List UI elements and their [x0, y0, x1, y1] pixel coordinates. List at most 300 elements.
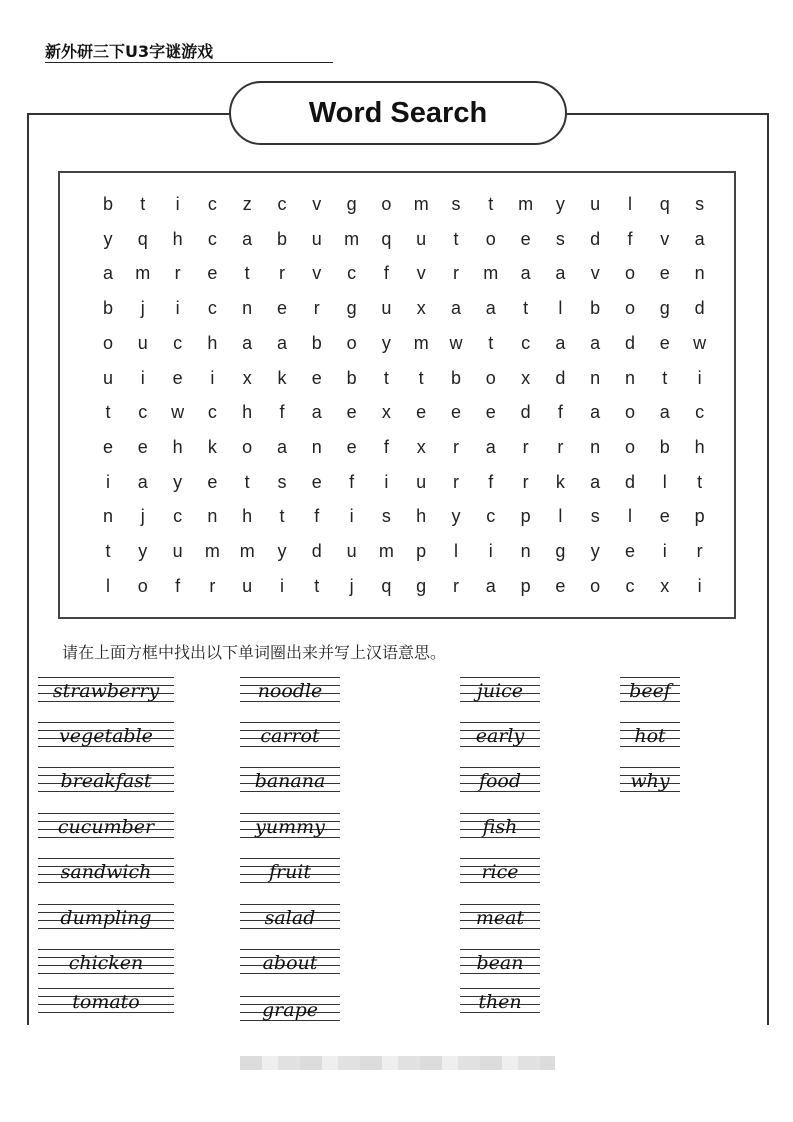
grid-letter[interactable]: r — [453, 436, 459, 457]
word-text: tomato — [72, 991, 140, 1013]
grid-letter[interactable]: a — [137, 471, 148, 492]
grid-letter[interactable]: a — [590, 471, 601, 492]
guide-line — [38, 813, 174, 814]
word-text: yummy — [255, 816, 325, 838]
grid-letter[interactable]: o — [346, 332, 357, 353]
guide-line — [38, 904, 174, 905]
grid-letter[interactable]: q — [137, 228, 148, 249]
grid-letter[interactable]: l — [662, 471, 667, 492]
grid-letter[interactable]: u — [137, 332, 148, 353]
guide-line — [460, 767, 540, 768]
word-text: rice — [481, 861, 519, 883]
grid-letter[interactable]: t — [244, 471, 250, 492]
word-text: vegetable — [59, 725, 153, 747]
grid-letter[interactable]: v — [312, 194, 322, 214]
word-entry — [240, 674, 340, 706]
guide-line — [240, 996, 340, 997]
word-entry — [240, 901, 340, 933]
guide-line — [620, 677, 680, 678]
grid-letter[interactable]: e — [137, 436, 148, 457]
word-entry — [460, 719, 540, 751]
grid-letter[interactable]: f — [383, 263, 389, 284]
grid-letter[interactable]: h — [416, 506, 427, 527]
grid-letter[interactable]: c — [347, 263, 357, 284]
grid-letter[interactable]: n — [311, 436, 322, 457]
grid-letter[interactable]: m — [378, 541, 394, 561]
grid-letter[interactable]: o — [242, 436, 253, 457]
grid-letter[interactable]: o — [485, 228, 496, 249]
grid-letter[interactable]: u — [242, 575, 253, 596]
word-text: hot — [634, 725, 666, 747]
grid-letter[interactable]: q — [659, 194, 670, 214]
grid-letter[interactable]: r — [279, 263, 285, 284]
grid-letter[interactable]: j — [349, 575, 354, 596]
guide-line — [38, 677, 174, 678]
grid-letter[interactable]: a — [485, 575, 496, 596]
word-text: grape — [262, 999, 318, 1021]
grid-letter[interactable]: t — [244, 263, 250, 284]
word-entry — [460, 764, 540, 796]
word-text: chicken — [68, 952, 144, 974]
grid-letter[interactable]: i — [140, 367, 145, 388]
grid-letter[interactable]: a — [485, 298, 496, 319]
word-text: then — [478, 991, 522, 1013]
grid-letter[interactable]: b — [659, 436, 670, 457]
word-entry — [38, 719, 174, 751]
grid-letter[interactable]: x — [416, 298, 426, 319]
grid-letter[interactable]: o — [624, 436, 635, 457]
grid-letter[interactable]: y — [277, 541, 287, 561]
grid-letter[interactable]: a — [520, 263, 531, 284]
grid-letter[interactable]: s — [277, 471, 287, 492]
grid-letter[interactable]: a — [590, 332, 601, 353]
grid-letter[interactable]: f — [349, 471, 355, 492]
grid-letter[interactable]: x — [660, 575, 670, 596]
grid-letter[interactable]: t — [488, 332, 494, 353]
grid-letter[interactable]: o — [102, 332, 113, 353]
grid-letter[interactable]: e — [346, 402, 357, 423]
grid-letter[interactable]: i — [280, 575, 284, 596]
page-header: 新外研三下U3字谜游戏 — [45, 42, 333, 63]
word-text: bean — [476, 952, 524, 974]
word-text: beef — [629, 680, 671, 702]
grid-letter[interactable]: p — [416, 541, 427, 561]
grid-letter[interactable]: r — [453, 575, 459, 596]
grid-letter[interactable]: w — [693, 332, 707, 353]
grid-letter[interactable]: g — [555, 541, 566, 561]
grid-letter[interactable]: t — [314, 575, 320, 596]
grid-letter[interactable]: c — [207, 194, 217, 214]
guide-line — [460, 858, 540, 859]
grid-letter[interactable]: a — [485, 436, 496, 457]
grid-letter[interactable]: a — [242, 332, 253, 353]
word-entry — [460, 674, 540, 706]
word-entry — [38, 810, 174, 842]
grid-letter[interactable]: c — [138, 402, 148, 423]
guide-line — [620, 722, 680, 723]
grid-letter[interactable]: c — [695, 402, 705, 423]
guide-line — [240, 813, 340, 814]
grid-letter[interactable]: o — [624, 298, 635, 319]
grid-letter[interactable]: d — [624, 332, 635, 353]
grid-letter[interactable]: a — [694, 228, 705, 249]
blurred-watermark — [240, 1056, 555, 1070]
grid-letter[interactable]: c — [173, 332, 183, 353]
word-text: breakfast — [60, 770, 152, 792]
word-text: carrot — [260, 725, 320, 747]
word-text: strawberry — [52, 680, 160, 702]
grid-letter[interactable]: y — [555, 194, 565, 214]
grid-letter[interactable]: f — [314, 506, 320, 527]
grid-letter[interactable]: c — [521, 332, 531, 353]
grid-letter[interactable]: o — [624, 402, 635, 423]
word-entry — [460, 855, 540, 887]
guide-line — [460, 949, 540, 950]
grid-letter[interactable]: e — [659, 506, 670, 527]
word-text: fruit — [268, 861, 312, 883]
grid-letter[interactable]: m — [483, 263, 499, 284]
grid-letter[interactable]: h — [242, 506, 253, 527]
grid-letter[interactable]: v — [590, 263, 600, 284]
grid-letter[interactable]: z — [242, 194, 252, 214]
word-entry — [240, 855, 340, 887]
grid-letter[interactable]: r — [557, 436, 564, 457]
grid-letter[interactable]: x — [242, 367, 252, 388]
word-text: juice — [476, 680, 524, 702]
grid-letter[interactable]: t — [453, 228, 459, 249]
grid-letter[interactable]: r — [522, 471, 529, 492]
word-entry — [38, 985, 174, 1017]
grid-letter[interactable]: m — [518, 194, 534, 214]
grid-letter[interactable]: c — [207, 228, 217, 249]
grid-letter[interactable]: r — [209, 575, 216, 596]
grid-letter[interactable]: j — [140, 506, 145, 527]
grid-letter[interactable]: m — [239, 541, 255, 561]
grid-letter[interactable]: h — [172, 436, 183, 457]
grid-letter[interactable]: y — [451, 506, 461, 527]
grid-letter[interactable]: n — [102, 506, 113, 527]
guide-line — [460, 813, 540, 814]
grid-letter[interactable]: r — [174, 263, 181, 284]
grid-letter[interactable]: v — [660, 228, 670, 249]
grid-letter[interactable]: l — [558, 506, 563, 527]
grid-letter[interactable]: d — [520, 402, 531, 423]
grid-letter[interactable]: u — [346, 541, 357, 561]
grid-letter[interactable]: u — [311, 228, 322, 249]
grid-letter[interactable]: d — [555, 367, 566, 388]
grid-letter[interactable]: s — [695, 194, 705, 214]
grid-letter[interactable]: e — [520, 228, 531, 249]
grid-letter[interactable]: d — [624, 471, 635, 492]
grid-letter[interactable]: q — [381, 575, 392, 596]
guide-line — [460, 722, 540, 723]
grid-letter[interactable]: o — [624, 263, 635, 284]
word-entry — [620, 719, 680, 751]
guide-line — [240, 677, 340, 678]
grid-letter[interactable]: h — [172, 228, 183, 249]
grid-letter[interactable]: b — [102, 298, 113, 319]
grid-letter[interactable]: x — [521, 367, 531, 388]
grid-letter[interactable]: l — [558, 298, 563, 319]
grid-letter[interactable]: c — [625, 575, 635, 596]
grid-letter[interactable]: n — [624, 367, 635, 388]
grid-letter[interactable]: v — [416, 263, 426, 284]
grid-letter[interactable]: e — [276, 298, 287, 319]
grid-letter[interactable]: m — [413, 194, 429, 214]
grid-letter[interactable]: t — [418, 367, 424, 388]
word-entry — [240, 719, 340, 751]
grid-letter[interactable]: o — [485, 367, 496, 388]
word-entry — [620, 674, 680, 706]
title-banner — [229, 81, 567, 145]
grid-letter[interactable]: a — [659, 402, 670, 423]
word-entry — [460, 946, 540, 978]
grid-letter[interactable]: f — [279, 402, 285, 423]
grid-letter[interactable]: g — [659, 298, 670, 319]
grid-letter[interactable]: u — [416, 228, 427, 249]
guide-line — [38, 988, 174, 989]
grid-letter[interactable]: b — [346, 367, 357, 388]
guide-line — [240, 858, 340, 859]
grid-letter[interactable]: f — [557, 402, 563, 423]
grid-letter[interactable]: i — [662, 541, 667, 561]
grid-letter[interactable]: f — [383, 436, 389, 457]
grid-letter[interactable]: e — [346, 436, 357, 457]
guide-line — [240, 949, 340, 950]
word-text: fish — [482, 816, 518, 838]
guide-line — [620, 767, 680, 768]
grid-letter[interactable]: k — [207, 436, 217, 457]
grid-letter[interactable]: p — [520, 506, 531, 527]
grid-letter[interactable]: u — [381, 298, 392, 319]
grid-letter[interactable]: n — [520, 541, 531, 561]
grid-letter[interactable]: i — [106, 471, 110, 492]
grid-letter[interactable]: b — [102, 194, 113, 214]
grid-letter[interactable]: a — [555, 263, 566, 284]
grid-letter[interactable]: x — [416, 436, 426, 457]
grid-letter[interactable]: b — [276, 228, 287, 249]
grid-letter[interactable]: t — [523, 298, 529, 319]
grid-letter[interactable]: y — [173, 471, 183, 492]
grid-letter[interactable]: e — [172, 367, 183, 388]
grid-letter[interactable]: e — [416, 402, 427, 423]
word-entry — [460, 985, 540, 1017]
instruction-text: 请在上面方框中找出以下单词圈出来并写上汉语意思。 — [62, 643, 447, 662]
grid-letter[interactable]: r — [522, 436, 529, 457]
grid-letter[interactable]: m — [204, 541, 220, 561]
grid-letter[interactable]: e — [311, 471, 322, 492]
word-text: meat — [475, 907, 525, 929]
grid-letter[interactable]: t — [662, 367, 668, 388]
grid-letter[interactable]: e — [659, 332, 670, 353]
word-text: food — [478, 770, 522, 792]
grid-letter[interactable]: m — [344, 228, 360, 249]
word-entry — [240, 993, 340, 1025]
grid-letter[interactable]: e — [311, 367, 322, 388]
grid-letter[interactable]: a — [311, 402, 322, 423]
grid-letter[interactable]: r — [453, 471, 459, 492]
grid-letter[interactable]: l — [106, 575, 110, 596]
grid-letter[interactable]: b — [590, 298, 601, 319]
grid-letter[interactable]: a — [276, 436, 287, 457]
grid-letter[interactable]: h — [694, 436, 705, 457]
word-text: why — [630, 770, 670, 792]
grid-letter[interactable]: e — [659, 263, 670, 284]
grid-letter[interactable]: i — [349, 506, 354, 527]
grid-letter[interactable]: c — [173, 506, 183, 527]
grid-letter[interactable]: o — [381, 194, 392, 214]
grid-letter[interactable]: j — [140, 298, 145, 319]
grid-letter[interactable]: e — [485, 402, 496, 423]
grid-letter[interactable]: r — [453, 263, 459, 284]
grid-letter[interactable]: k — [277, 367, 287, 388]
grid-letter[interactable]: i — [384, 471, 389, 492]
grid-letter[interactable]: t — [105, 541, 111, 561]
guide-line — [38, 722, 174, 723]
grid-letter[interactable]: q — [381, 228, 392, 249]
grid-letter[interactable]: y — [381, 332, 391, 353]
word-entry — [38, 946, 174, 978]
grid-letter[interactable]: s — [381, 506, 391, 527]
grid-letter[interactable]: w — [449, 332, 463, 353]
word-text: sandwich — [60, 861, 152, 883]
grid-letter[interactable]: u — [102, 367, 113, 388]
grid-letter[interactable]: i — [488, 541, 493, 561]
word-entry — [620, 764, 680, 796]
grid-letter[interactable]: e — [624, 541, 635, 561]
grid-letter[interactable]: e — [207, 263, 218, 284]
grid-letter[interactable]: e — [450, 402, 461, 423]
grid-letter[interactable]: i — [175, 194, 180, 214]
grid-letter[interactable]: e — [207, 471, 218, 492]
guide-line — [38, 949, 174, 950]
grid-letter[interactable]: r — [313, 298, 320, 319]
grid-letter[interactable]: a — [450, 298, 461, 319]
grid-letter[interactable]: t — [488, 194, 494, 214]
grid-letter[interactable]: b — [311, 332, 322, 353]
grid-letter[interactable]: d — [590, 228, 601, 249]
grid-letter[interactable]: v — [312, 263, 322, 284]
grid-letter[interactable]: r — [696, 541, 703, 561]
grid-letter[interactable]: a — [242, 228, 253, 249]
grid-letter[interactable]: l — [628, 506, 632, 527]
grid-letter[interactable]: l — [454, 541, 458, 561]
letter-grid — [58, 171, 736, 619]
grid-letter[interactable]: i — [697, 575, 702, 596]
grid-letter[interactable]: t — [279, 506, 285, 527]
word-text: dumpling — [60, 907, 152, 929]
word-entry — [460, 901, 540, 933]
grid-letter[interactable]: d — [694, 298, 705, 319]
grid-letter[interactable]: u — [590, 194, 601, 214]
grid-letter[interactable]: t — [697, 471, 703, 492]
word-text: salad — [264, 907, 316, 929]
grid-letter[interactable]: g — [346, 194, 357, 214]
word-text: cucumber — [57, 816, 155, 838]
grid-letter[interactable]: u — [416, 471, 427, 492]
grid-letter[interactable]: f — [627, 228, 633, 249]
grid-letter[interactable]: a — [102, 263, 113, 284]
grid-letter[interactable]: b — [450, 367, 461, 388]
grid-letter[interactable]: n — [590, 367, 601, 388]
grid-letter[interactable]: i — [175, 298, 180, 319]
word-text: early — [475, 725, 525, 747]
grid-letter[interactable]: s — [590, 506, 600, 527]
word-entry — [38, 764, 174, 796]
guide-line — [240, 904, 340, 905]
guide-line — [460, 904, 540, 905]
grid-letter[interactable]: n — [242, 298, 253, 319]
grid-letter[interactable]: o — [590, 575, 601, 596]
grid-letter[interactable]: h — [207, 332, 218, 353]
grid-letter[interactable]: s — [555, 228, 565, 249]
grid-letter[interactable]: m — [135, 263, 151, 284]
grid-letter[interactable]: n — [590, 436, 601, 457]
grid-letter[interactable]: l — [628, 194, 632, 214]
grid-letter[interactable]: h — [242, 402, 253, 423]
grid-letter[interactable]: o — [137, 575, 148, 596]
word-entry — [240, 946, 340, 978]
word-entry — [240, 810, 340, 842]
grid-letter[interactable]: a — [555, 332, 566, 353]
grid-letter[interactable]: t — [383, 367, 389, 388]
grid-letter[interactable]: c — [486, 506, 496, 527]
grid-letter[interactable]: y — [590, 541, 600, 561]
grid-letter[interactable]: g — [416, 575, 427, 596]
grid-letter[interactable]: p — [694, 506, 705, 527]
grid-letter[interactable]: s — [451, 194, 461, 214]
grid-letter[interactable]: p — [520, 575, 531, 596]
grid-letter[interactable]: x — [381, 402, 391, 423]
puzzle-title: Word Search — [308, 96, 488, 129]
guide-line — [38, 767, 174, 768]
grid-letter[interactable]: m — [413, 332, 429, 353]
grid-letter[interactable]: g — [346, 298, 357, 319]
word-text: banana — [254, 770, 326, 792]
grid-letter[interactable]: t — [105, 402, 111, 423]
grid-letter[interactable]: d — [311, 541, 322, 561]
grid-letter[interactable]: a — [590, 402, 601, 423]
grid-letter[interactable]: e — [102, 436, 113, 457]
grid-letter[interactable]: n — [207, 506, 218, 527]
grid-letter[interactable]: n — [694, 263, 705, 284]
grid-letter[interactable]: k — [555, 471, 565, 492]
guide-line — [240, 722, 340, 723]
guide-line — [460, 677, 540, 678]
guide-line — [38, 858, 174, 859]
grid-letter[interactable]: a — [276, 332, 287, 353]
grid-letter[interactable]: f — [488, 471, 494, 492]
word-entry — [38, 901, 174, 933]
grid-letter[interactable]: i — [697, 367, 702, 388]
word-entry — [240, 764, 340, 796]
word-text: about — [262, 952, 318, 974]
grid-letter[interactable]: e — [555, 575, 566, 596]
guide-line — [240, 767, 340, 768]
grid-letter[interactable]: w — [171, 402, 185, 423]
grid-letter[interactable]: i — [210, 367, 215, 388]
grid-letter[interactable]: c — [207, 402, 217, 423]
grid-letter[interactable]: y — [138, 541, 148, 561]
grid-letter[interactable]: t — [140, 194, 146, 214]
word-entry — [38, 674, 174, 706]
grid-letter[interactable]: f — [175, 575, 181, 596]
guide-line — [460, 988, 540, 989]
grid-letter[interactable]: u — [172, 541, 183, 561]
grid-letter[interactable]: c — [277, 194, 287, 214]
grid-letter[interactable]: y — [103, 228, 113, 249]
grid-letter[interactable]: c — [207, 298, 217, 319]
